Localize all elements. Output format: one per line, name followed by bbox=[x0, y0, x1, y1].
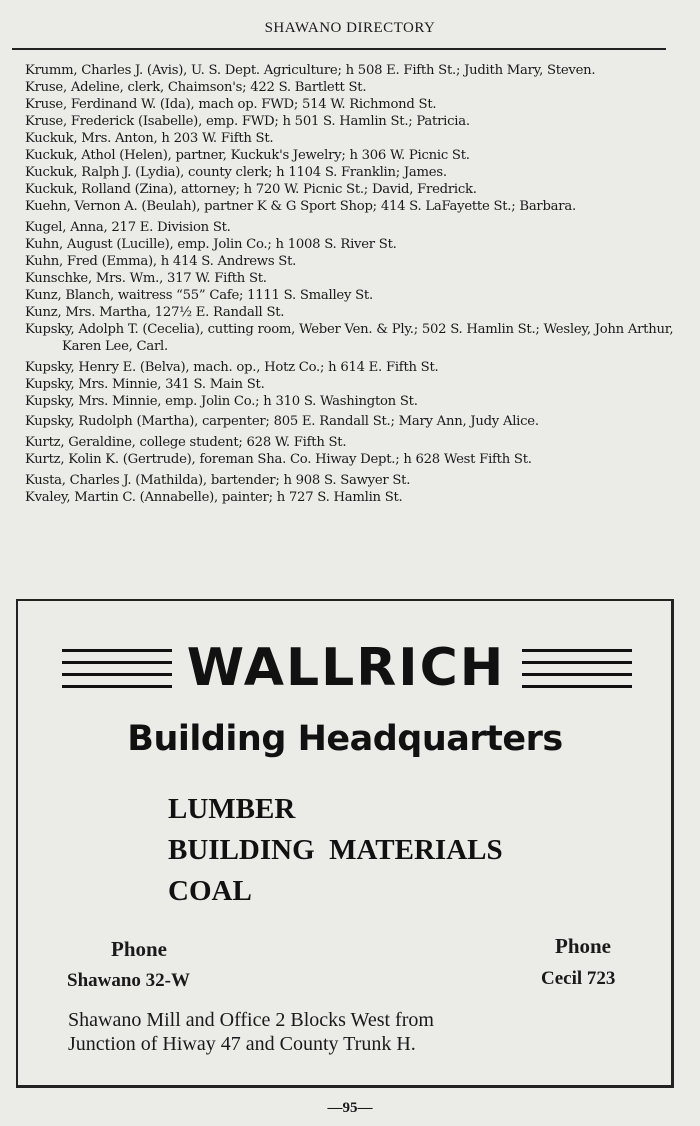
directory-entry: Kurtz, Kolin K. (Gertrude), foreman Sha. Co. Hiway Dept.; h 628 West Fifth St. bbox=[25, 452, 532, 467]
product-building-materials: BUILDING MATERIALS bbox=[168, 834, 503, 866]
directory-entry: Kuckuk, Mrs. Anton, h 203 W. Fifth St. bbox=[25, 131, 274, 146]
directory-entry: Kupsky, Rudolph (Martha), carpenter; 805 E. Randall St.; Mary Ann, Judy Alice. bbox=[25, 414, 539, 429]
location-line-1: Shawano Mill and Office 2 Blocks West from bbox=[68, 1009, 434, 1031]
directory-entry: Kunschke, Mrs. Wm., 317 W. Fifth St. bbox=[25, 271, 267, 286]
product-lumber: LUMBER bbox=[168, 793, 296, 825]
directory-entry: Kunz, Blanch, waitress “55” Cafe; 1111 S. Smalley St. bbox=[25, 288, 373, 303]
directory-entry: Kupsky, Mrs. Minnie, emp. Jolin Co.; h 310 S. Washington St. bbox=[25, 394, 418, 409]
directory-entry: Kugel, Anna, 217 E. Division St. bbox=[25, 220, 231, 235]
ad-company-name: WALLRICH bbox=[186, 638, 506, 698]
ad-products bbox=[168, 789, 503, 912]
directory-entry: Kuckuk, Rolland (Zina), attorney; h 720 W. Picnic St.; David, Fredrick. bbox=[25, 182, 477, 197]
advertisement bbox=[16, 599, 674, 1088]
product-coal: COAL bbox=[168, 875, 252, 907]
decorative-lines-right bbox=[522, 649, 632, 697]
directory-entry: Kuehn, Vernon A. (Beulah), partner K & G Sport Shop; 414 S. LaFayette St.; Barbara. bbox=[25, 199, 576, 214]
directory-entry: Kupsky, Henry E. (Belva), mach. op., Hotz Co.; h 614 E. Fifth St. bbox=[25, 360, 439, 375]
ad-title-row bbox=[62, 638, 632, 698]
page-number: —95— bbox=[327, 1100, 373, 1116]
directory-entry: Kurtz, Geraldine, college student; 628 W. Fifth St. bbox=[25, 435, 347, 450]
directory-entries bbox=[25, 62, 675, 506]
phone-right-label: Phone bbox=[555, 934, 612, 958]
directory-entry: Kuhn, August (Lucille), emp. Jolin Co.; h 1008 S. River St. bbox=[25, 237, 397, 252]
directory-entry: Kuckuk, Ralph J. (Lydia), county clerk; h 1104 S. Franklin; James. bbox=[25, 165, 447, 180]
ad-subtitle: Building Headquarters bbox=[127, 719, 563, 759]
directory-entry: Kupsky, Adolph T. (Cecelia), cutting room, Weber Ven. & Ply.; 502 S. Hamlin St.; Wesley, John Arthur, Karen Lee, Carl. bbox=[25, 322, 674, 354]
directory-entry: Kruse, Ferdinand W. (Ida), mach op. FWD; 514 W. Richmond St. bbox=[25, 97, 437, 112]
directory-entry: Kunz, Mrs. Martha, 127½ E. Randall St. bbox=[25, 305, 285, 320]
decorative-lines-left bbox=[62, 649, 172, 697]
ad-location bbox=[68, 1008, 434, 1056]
phone-left-label: Phone bbox=[111, 937, 168, 961]
directory-entry: Kupsky, Mrs. Minnie, 341 S. Main St. bbox=[25, 377, 265, 392]
location-line-2: Junction of Hiway 47 and County Trunk H. bbox=[68, 1033, 416, 1055]
directory-entry: Kvaley, Martin C. (Annabelle), painter; h 727 S. Hamlin St. bbox=[25, 490, 403, 505]
directory-entry: Krumm, Charles J. (Avis), U. S. Dept. Agriculture; h 508 E. Fifth St.; Judith Mary, Steven. bbox=[25, 63, 596, 78]
directory-entry: Kuhn, Fred (Emma), h 414 S. Andrews St. bbox=[25, 254, 297, 269]
directory-entry: Kruse, Frederick (Isabelle), emp. FWD; h 501 S. Hamlin St.; Patricia. bbox=[25, 114, 470, 129]
directory-entry: Kruse, Adeline, clerk, Chaimson's; 422 S. Bartlett St. bbox=[25, 80, 367, 95]
phone-left-number: Shawano 32-W bbox=[67, 970, 190, 991]
directory-entry: Kuckuk, Athol (Helen), partner, Kuckuk's Jewelry; h 306 W. Picnic St. bbox=[25, 148, 470, 163]
page-header: SHAWANO DIRECTORY bbox=[264, 20, 436, 36]
header-rule bbox=[12, 48, 666, 50]
phone-right-number: Cecil 723 bbox=[541, 968, 616, 989]
directory-entry: Kusta, Charles J. (Mathilda), bartender; h 908 S. Sawyer St. bbox=[25, 473, 411, 488]
